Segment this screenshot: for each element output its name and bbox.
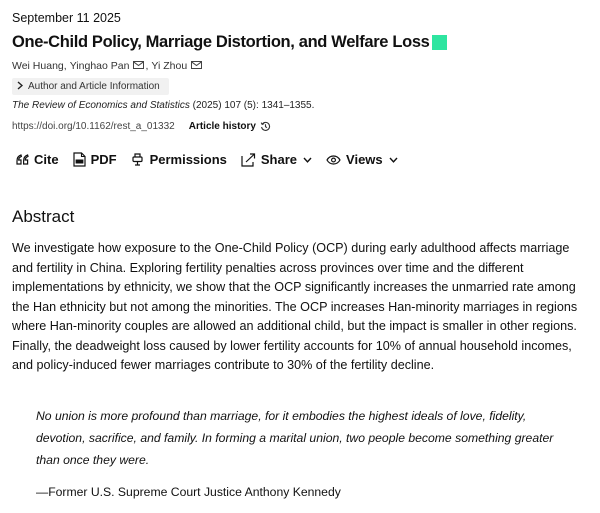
author-separator: , bbox=[145, 60, 149, 72]
journal-citation bbox=[12, 100, 314, 111]
chevron-down-icon bbox=[389, 157, 398, 163]
article-history-button[interactable] bbox=[189, 121, 271, 132]
chevron-down-icon bbox=[303, 157, 312, 163]
chevron-right-icon bbox=[17, 81, 23, 93]
article-toolbar bbox=[16, 152, 412, 167]
pdf-icon bbox=[73, 152, 86, 167]
info-button-label: Author and Article Information bbox=[28, 81, 160, 92]
share-button[interactable] bbox=[241, 152, 312, 167]
permissions-button[interactable] bbox=[131, 152, 227, 167]
epigraph-quote: No union is more profound than marriage, for it embodies the highest ideals of love, fidelity, devotion, sacrifice, and family. In forming a marital union, two people become something greater than once they were. bbox=[36, 409, 554, 467]
abstract-text: We investigate how exposure to the One-Child Policy (OCP) during early adulthood affects marriage and fertility in China. Exploring fertility penalties across provinces over time and the different implementations by ethnicity, we show that the OCP significantly increases the unmarried rate among the Han ethnicity but not among the minorities. The OCP increases Han-minority marriages in regions where Han-minority couples are allowed an additional child, but the impact is smaller in other regions. Finally, the deadweight loss caused by lower fertility accounts for 10% of annual household incomes, and policy-induced fewer marriages contribute to 30% of the fertility decline. bbox=[12, 241, 578, 372]
share-icon bbox=[241, 153, 256, 167]
email-icon[interactable] bbox=[133, 60, 144, 72]
author-article-info-button[interactable] bbox=[12, 78, 169, 95]
journal-name[interactable]: The Review of Economics and Statistics bbox=[12, 100, 190, 111]
share-label: Share bbox=[260, 152, 298, 167]
epigraph-attribution: —Former U.S. Supreme Court Justice Anthony Kennedy bbox=[36, 485, 341, 499]
author-link[interactable]: Yinghao Pan bbox=[69, 60, 130, 72]
quote-icon bbox=[16, 154, 29, 165]
doi-link[interactable]: https://doi.org/10.1162/rest_a_01332 bbox=[12, 121, 175, 132]
views-button[interactable] bbox=[326, 152, 398, 167]
email-icon[interactable] bbox=[191, 60, 202, 72]
permissions-label: Permissions bbox=[149, 152, 227, 167]
abstract-heading: Abstract bbox=[12, 207, 75, 226]
cite-label: Cite bbox=[34, 152, 59, 167]
cite-button[interactable] bbox=[16, 152, 59, 167]
author-link[interactable]: Wei Huang bbox=[12, 60, 64, 72]
doi-row bbox=[12, 121, 271, 132]
journal-details: (2025) 107 (5): 1341–1355. bbox=[192, 100, 315, 111]
open-access-icon bbox=[432, 35, 447, 50]
publication-date: September 11 2025 bbox=[12, 11, 121, 25]
pdf-label: PDF bbox=[90, 152, 117, 167]
author-separator: , bbox=[63, 60, 67, 72]
article-title: One-Child Policy, Marriage Distortion, and Welfare Loss bbox=[12, 33, 430, 51]
article-history-label: Article history bbox=[188, 121, 256, 132]
eye-icon bbox=[326, 155, 341, 165]
title-row bbox=[12, 33, 447, 52]
history-icon bbox=[260, 121, 271, 132]
views-label: Views bbox=[346, 152, 383, 167]
pdf-button[interactable] bbox=[73, 152, 117, 167]
author-list bbox=[12, 60, 203, 72]
author-link[interactable]: Yi Zhou bbox=[151, 60, 188, 72]
permissions-icon bbox=[131, 152, 145, 167]
